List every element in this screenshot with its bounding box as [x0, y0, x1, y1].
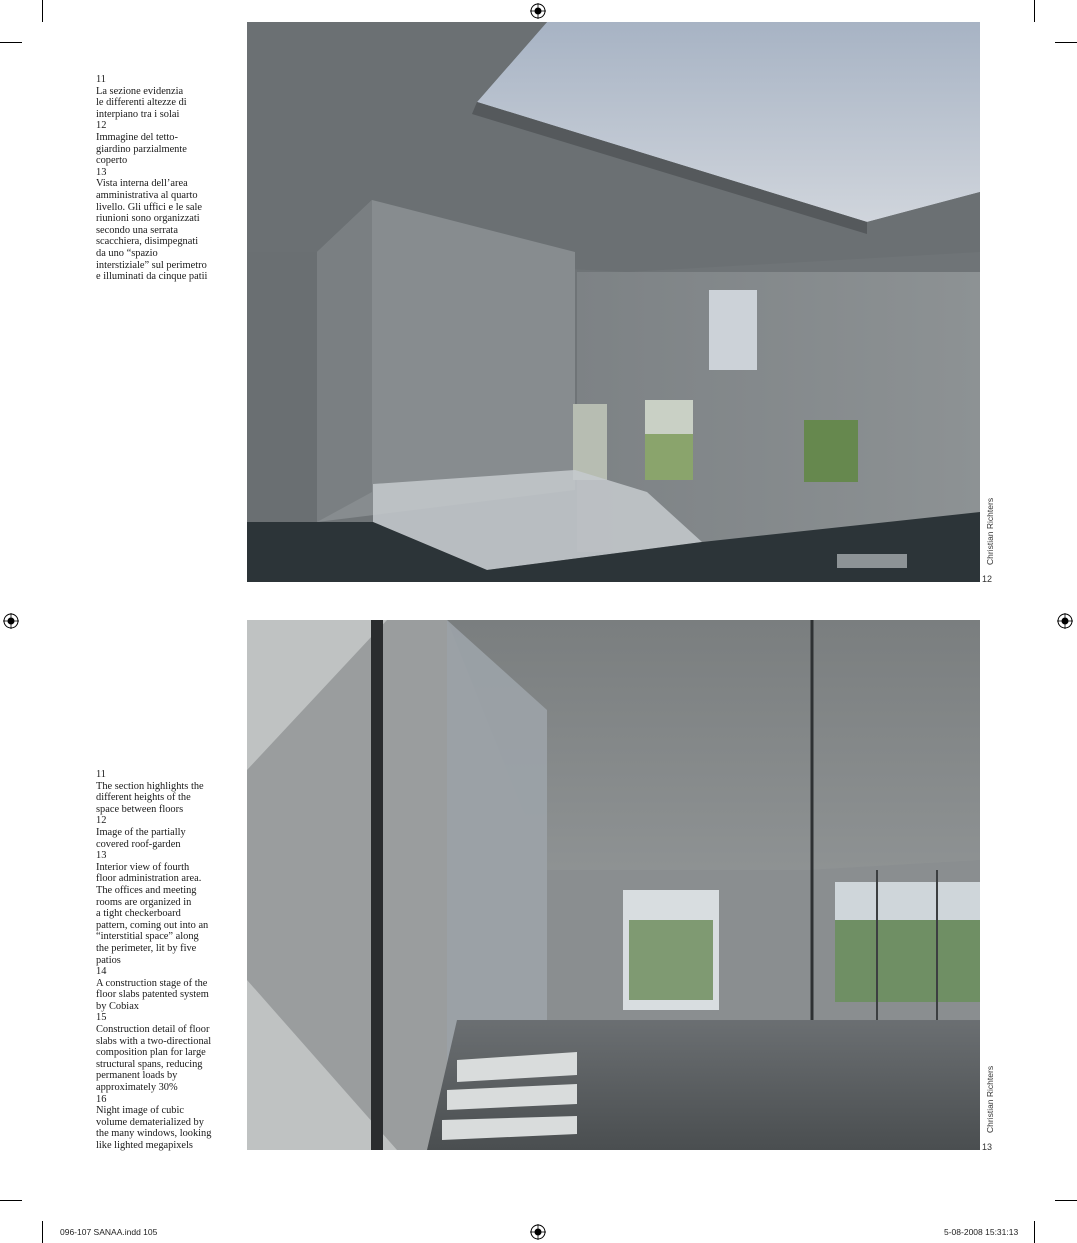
registration-mark-icon: [1057, 613, 1073, 629]
caption-line: Interior view of fourth: [96, 861, 190, 873]
caption-line: scacchiera, disimpegnati: [96, 236, 199, 248]
caption-line: Immagine del tetto-: [96, 131, 178, 143]
caption-line: le differenti altezze di: [96, 97, 187, 109]
caption-line: structural spans, reducing: [96, 1058, 203, 1070]
caption-line: by Cobiax: [96, 1000, 140, 1012]
caption-line: giardino parzialmente: [96, 143, 187, 155]
caption-line: volume dematerialized by: [96, 1116, 204, 1128]
caption-line: 12: [96, 815, 107, 827]
caption-english: [96, 769, 236, 1152]
caption-line: pattern, coming out into an: [96, 919, 209, 931]
caption-line: Image of the partially: [96, 826, 186, 838]
interior-image: [247, 620, 980, 1150]
crop-mark: [0, 42, 22, 43]
caption-line: amministrativa al quarto: [96, 189, 198, 201]
caption-line: composition plan for large: [96, 1047, 206, 1059]
slug-timestamp: 5-08-2008 15:31:13: [944, 1227, 1019, 1237]
caption-line: da uno “spazio: [96, 247, 158, 259]
figure-number-13: 13: [982, 1142, 993, 1152]
registration-mark-icon: [530, 1224, 546, 1240]
crop-mark: [0, 1200, 22, 1201]
caption-line: a tight checkerboard: [96, 908, 181, 920]
caption-line: The offices and meeting: [96, 884, 197, 896]
registration-mark-icon: [530, 3, 546, 19]
caption-line: space between floors: [96, 803, 184, 815]
photo-credit-12: Christian Richters: [985, 497, 995, 565]
caption-line: slabs with a two-directional: [96, 1035, 212, 1047]
caption-line: La sezione evidenzia: [96, 85, 184, 97]
caption-line: 14: [96, 966, 107, 978]
crop-mark: [42, 0, 43, 22]
caption-line: the perimeter, lit by five: [96, 942, 197, 954]
caption-line: e illuminati da cinque patii: [96, 271, 208, 283]
crop-mark: [1055, 1200, 1077, 1201]
caption-line: Construction detail of floor: [96, 1024, 210, 1036]
caption-line: approximately 30%: [96, 1082, 178, 1094]
figure-number-12: 12: [982, 574, 993, 584]
caption-line: 15: [96, 1012, 107, 1024]
caption-line: different heights of the: [96, 792, 191, 804]
caption-line: Night image of cubic: [96, 1105, 185, 1117]
photo-roof-garden: [247, 22, 980, 582]
caption-line: floor slabs patented system: [96, 989, 209, 1001]
caption-line: covered roof-garden: [96, 838, 181, 850]
roof-garden-image: [247, 22, 980, 582]
photo-administration-interior: [247, 620, 980, 1150]
caption-line: 13: [96, 166, 107, 178]
crop-mark: [1034, 1221, 1035, 1243]
registration-mark-icon: [3, 613, 19, 629]
caption-line: 11: [96, 74, 107, 85]
caption-line: coperto: [96, 155, 128, 167]
photo-credit-13: Christian Richters: [985, 1065, 995, 1133]
caption-line: 13: [96, 850, 107, 862]
caption-line: permanent loads by: [96, 1070, 178, 1082]
caption-line: patios: [96, 954, 121, 966]
caption-line: floor administration area.: [96, 873, 202, 885]
caption-line: “interstitial space” along: [96, 931, 199, 943]
caption-line: 11: [96, 769, 107, 780]
slug-filename: 096-107 SANAA.indd 105: [60, 1227, 158, 1237]
caption-line: The section highlights the: [96, 780, 204, 792]
caption-line: secondo una serrata: [96, 224, 178, 236]
caption-line: riunioni sono organizzati: [96, 213, 200, 225]
caption-line: livello. Gli uffici e le sale: [96, 201, 202, 213]
caption-line: interpiano tra i solai: [96, 108, 180, 120]
caption-line: like lighted megapixels: [96, 1140, 193, 1151]
caption-line: rooms are organized in: [96, 896, 192, 908]
caption-line: 12: [96, 120, 107, 132]
crop-mark: [42, 1221, 43, 1243]
caption-line: A construction stage of the: [96, 977, 208, 989]
caption-line: interstiziale” sul perimetro: [96, 259, 207, 271]
crop-mark: [1034, 0, 1035, 22]
caption-line: 16: [96, 1093, 107, 1105]
caption-line: Vista interna dell’area: [96, 178, 188, 190]
crop-mark: [1055, 42, 1077, 43]
caption-line: the many windows, looking: [96, 1128, 212, 1140]
caption-italian: [96, 74, 236, 283]
